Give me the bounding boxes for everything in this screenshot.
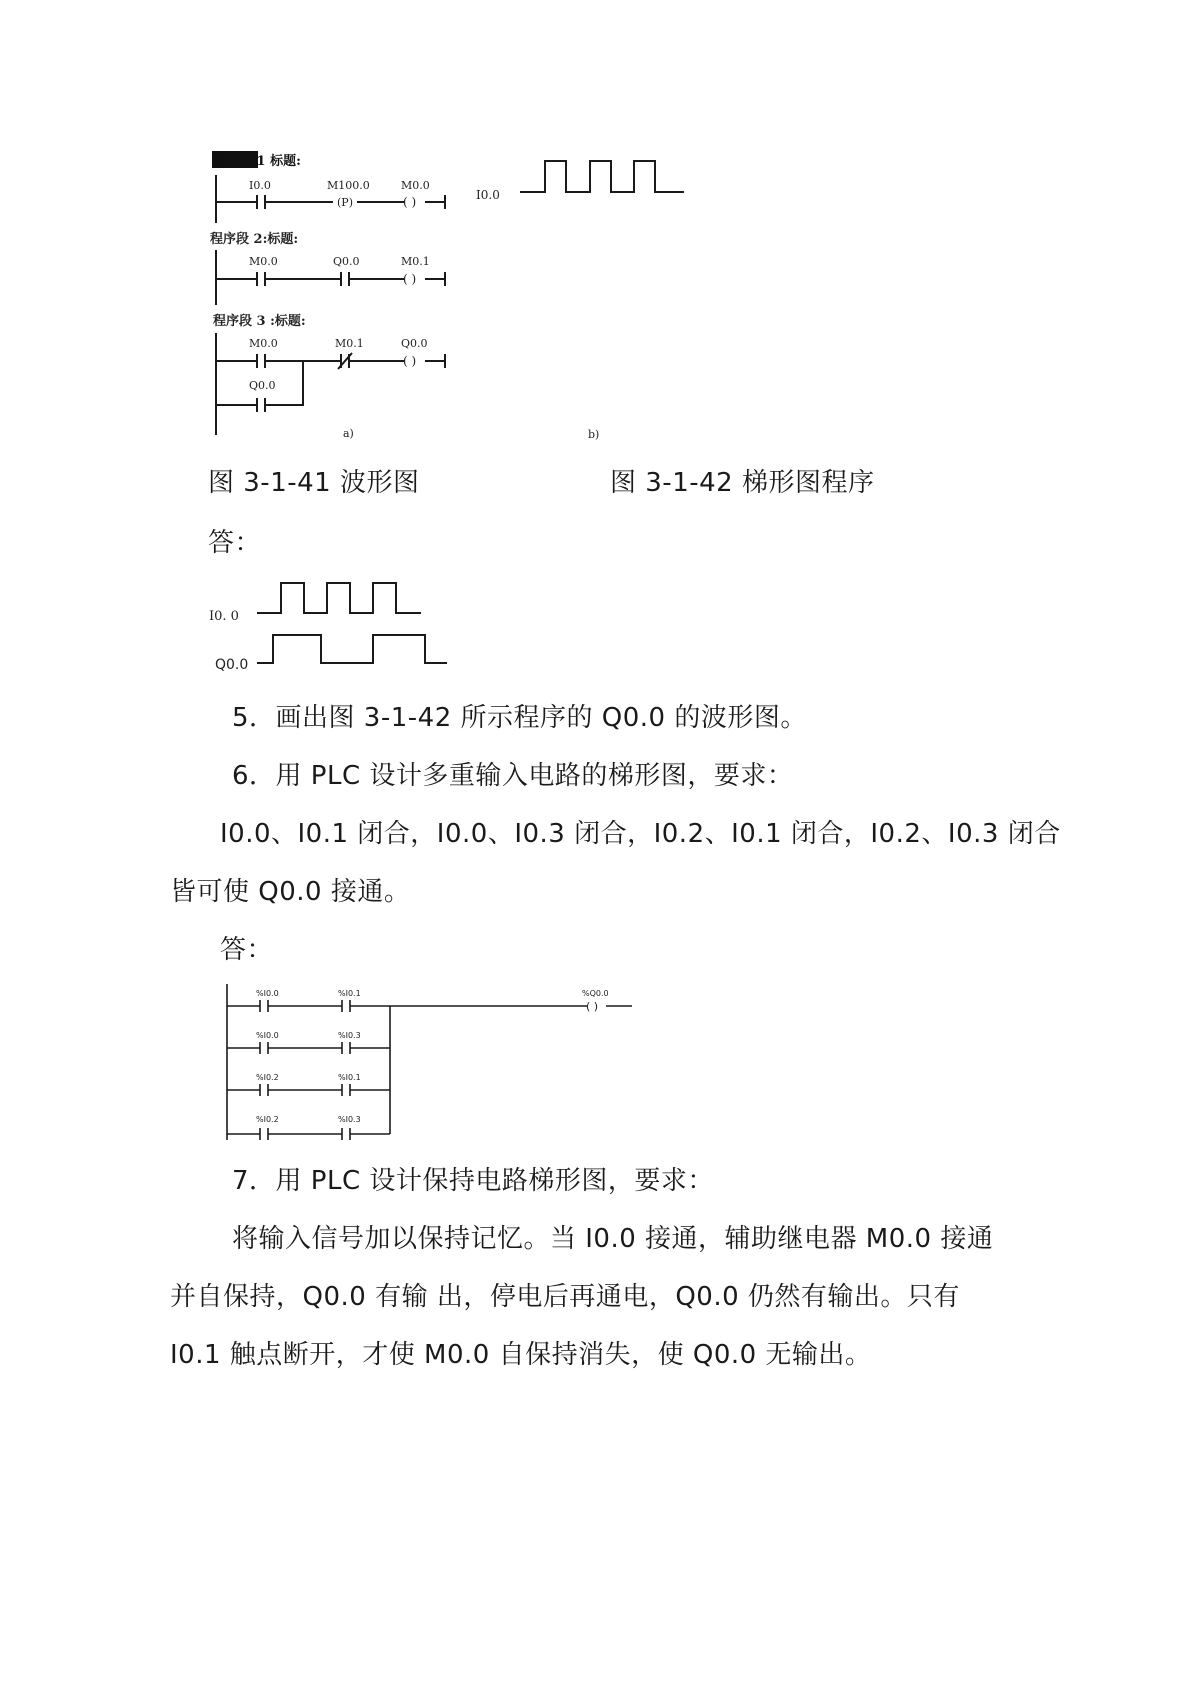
answer-waveform — [205, 575, 465, 675]
question-7-line-2: 并自保持，Q0.0 有输 出，停电后再通电，Q0.0 仍然有输出。只有 — [170, 1282, 960, 1312]
question-7-line-1: 将输入信号加以保持记忆。当 I0.0 接通，辅助继电器 M0.0 接通 — [232, 1224, 994, 1254]
rung-4-contact-b-label: %I0.3 — [338, 1115, 361, 1124]
seg2-coil: ( ) — [403, 272, 417, 286]
seg3-coil: ( ) — [403, 354, 417, 368]
seg3-seal-contact-label: Q0.0 — [249, 379, 276, 392]
seg1-pcoil-label: M100.0 — [327, 179, 370, 192]
seg3-coil-label: Q0.0 — [401, 337, 428, 350]
seg2-right-end — [425, 272, 445, 286]
seg1-contact-1-label: I0.0 — [249, 179, 271, 192]
seg2-coil-label: M0.1 — [401, 255, 430, 268]
figure-label-a: a) — [343, 427, 354, 440]
answer-label-2: 答： — [220, 935, 274, 965]
question-7-title: 7．用 PLC 设计保持电路梯形图，要求： — [232, 1166, 714, 1196]
rung-2 — [227, 1042, 390, 1054]
ladder-figure-a — [205, 145, 465, 445]
seg1-coil: ( ) — [403, 195, 417, 209]
seg2-contact-2-label: Q0.0 — [333, 255, 360, 268]
rung-2-contact-b-label: %I0.3 — [338, 1031, 361, 1040]
rung-1-contact-a-label: %I0.0 — [256, 989, 279, 998]
seg1-p-coil: (P) — [337, 196, 353, 209]
answer-signal-2-label: Q0.0 — [215, 657, 249, 673]
figure-label-b: b) — [588, 428, 600, 441]
answer-wave-i00 — [257, 583, 421, 613]
question-6-title: 6．用 PLC 设计多重输入电路的梯形图，要求： — [232, 761, 794, 791]
waveform-i00 — [520, 161, 684, 192]
seg2-contacts — [216, 272, 405, 286]
rung-1 — [227, 1000, 588, 1012]
seg1-right-end — [425, 195, 445, 209]
seg1-coil-label: M0.0 — [401, 179, 430, 192]
rung-3 — [227, 1084, 390, 1096]
waveform-signal-label: I0.0 — [476, 188, 500, 202]
seg3-contact-2-label: M0.1 — [335, 337, 364, 350]
question-6-line-1: I0.0、I0.1 闭合，I0.0、I0.3 闭合，I0.2、I0.1 闭合，I0.2、I0.3 闭合 — [220, 819, 1061, 849]
seg3-right-end — [425, 354, 445, 368]
seg3-contacts — [216, 354, 405, 368]
question-6-line-2: 皆可使 Q0.0 接通。 — [170, 877, 411, 907]
coil-label: %Q0.0 — [582, 989, 609, 998]
rung-1-contact-b-label: %I0.1 — [338, 989, 361, 998]
question-7-line-3: I0.1 触点断开，才使 M0.0 自保持消失，使 Q0.0 无输出。 — [170, 1340, 872, 1370]
rung-3-contact-b-label: %I0.1 — [338, 1073, 361, 1082]
caption-fig-3-1-42: 图 3-1-42 梯形图程序 — [610, 468, 875, 498]
segment-1-title: 程序段 1 标题: — [213, 154, 301, 169]
answer-label-1: 答： — [208, 528, 262, 558]
rung-2-contact-a-label: %I0.0 — [256, 1031, 279, 1040]
rung-4-contact-a-label: %I0.2 — [256, 1115, 279, 1124]
seg3-contact-1-label: M0.0 — [249, 337, 278, 350]
segment-2-title: 程序段 2:标题: — [210, 232, 299, 247]
rung-3-contact-a-label: %I0.2 — [256, 1073, 279, 1082]
segment-3-title: 程序段 3 :标题: — [213, 314, 306, 329]
answer-wave-q00 — [257, 635, 447, 663]
seg2-contact-1-label: M0.0 — [249, 255, 278, 268]
answer-ladder — [220, 982, 650, 1147]
seg1-contact-1 — [216, 195, 333, 209]
question-5: 5．画出图 3-1-42 所示程序的 Q0.0 的波形图。 — [232, 703, 807, 733]
caption-fig-3-1-41: 图 3-1-41 波形图 — [208, 468, 420, 498]
answer-signal-1-label: I0. 0 — [209, 609, 239, 624]
rung-4 — [227, 1128, 390, 1140]
output-coil: ( ) — [586, 1000, 599, 1013]
waveform-figure-b — [470, 150, 700, 445]
